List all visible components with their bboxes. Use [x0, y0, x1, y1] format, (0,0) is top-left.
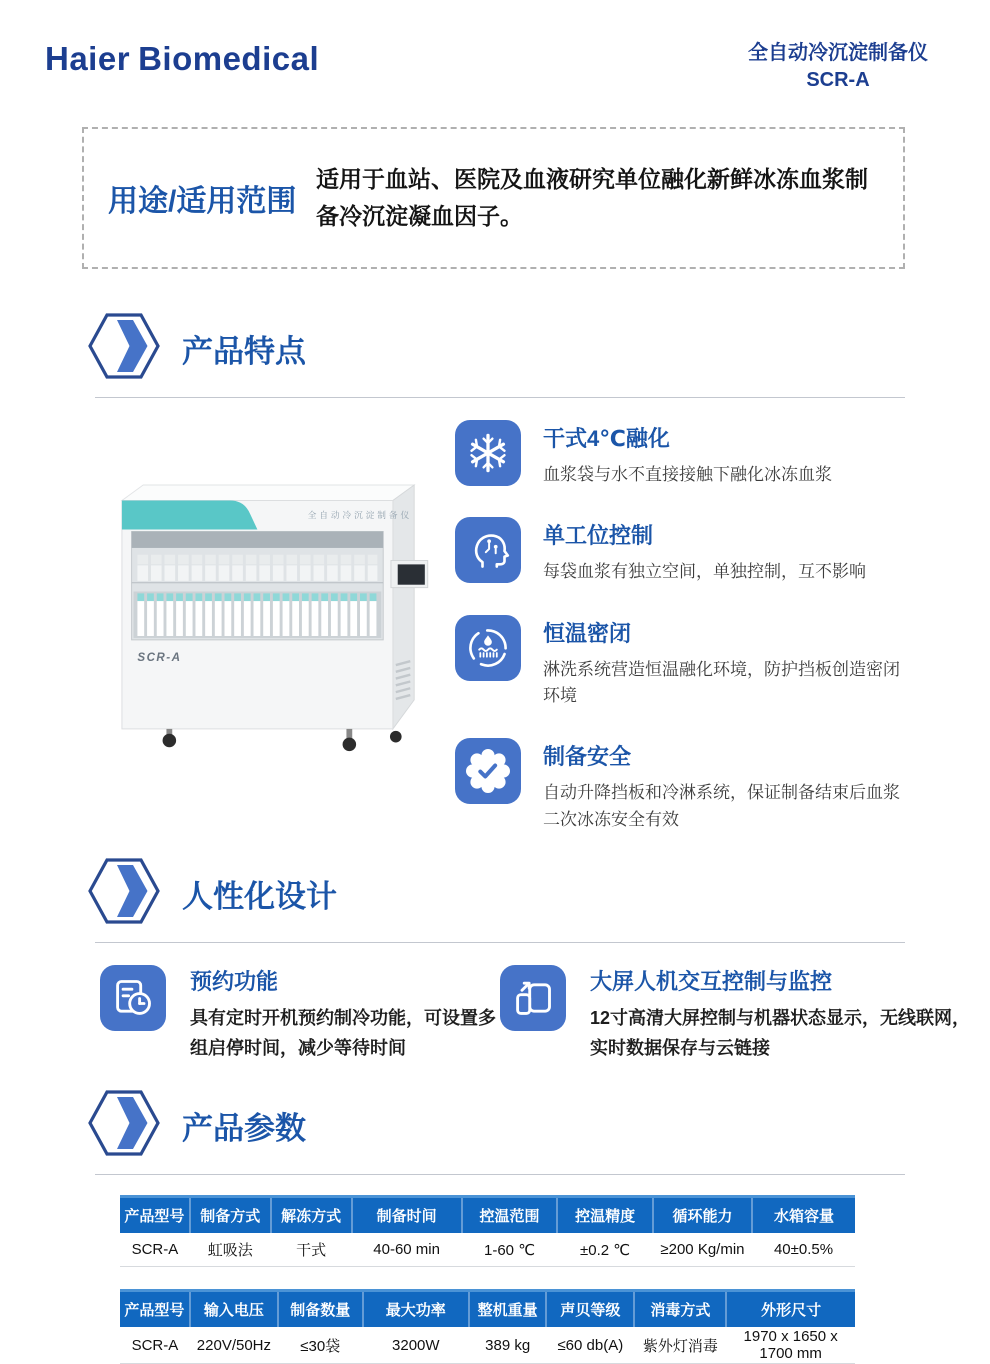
section-header-parameters	[88, 1089, 990, 1162]
col-header: 控温范围	[462, 1197, 558, 1234]
col-header: 制备数量	[278, 1291, 363, 1328]
design-title: 大屏人机交互控制与监控	[590, 969, 833, 995]
feature-item	[455, 615, 915, 710]
machine-model-label: SCR-A	[137, 651, 182, 665]
section-header-features	[88, 312, 990, 385]
header	[0, 0, 990, 94]
feature-title: 制备安全	[543, 744, 632, 770]
design-text	[590, 965, 975, 1063]
hexagon-arrow-icon	[88, 857, 160, 930]
usage-text: 适用于血站、医院及血液研究单位融化新鲜冰冻血浆制备冷沉淀凝血因子。	[316, 166, 868, 229]
col-header: 产品型号	[120, 1291, 190, 1328]
col-header: 消毒方式	[634, 1291, 726, 1328]
cell: ≤30袋	[278, 1327, 363, 1364]
product-title-line2: SCR-A	[806, 69, 870, 91]
haier-biomedical-logo	[45, 40, 319, 78]
col-header: 输入电压	[190, 1291, 278, 1328]
feature-text	[543, 420, 832, 488]
schedule-clock-icon	[100, 965, 166, 1031]
feature-title: 恒温密闭	[543, 620, 632, 646]
cell: 紫外灯消毒	[634, 1327, 726, 1364]
design-desc: 具有定时开机预约制冷功能，可设置多组启停时间，减少等待时间	[190, 1008, 496, 1058]
col-header: 整机重量	[469, 1291, 546, 1328]
cell: 干式	[271, 1233, 352, 1267]
product-title-line1: 全自动冷沉淀制备仪	[748, 42, 928, 64]
design-text	[190, 965, 500, 1063]
spec-table-1	[120, 1195, 855, 1267]
col-header: 水箱容量	[752, 1197, 855, 1234]
ai-head-icon	[455, 517, 521, 583]
cell: 220V/50Hz	[190, 1327, 278, 1364]
col-header: 循环能力	[653, 1197, 752, 1234]
col-header: 外形尺寸	[726, 1291, 855, 1328]
cell: 389 kg	[469, 1327, 546, 1364]
design-item	[500, 965, 975, 1063]
section-title: 产品参数	[182, 1111, 306, 1147]
cell: 40±0.5%	[752, 1233, 855, 1267]
feature-title: 单工位控制	[543, 523, 654, 549]
logo-haier: Haier	[45, 40, 131, 77]
cell: 40-60 min	[352, 1233, 462, 1267]
col-header: 最大功率	[363, 1291, 470, 1328]
logo-biomedical: Biomedical	[138, 40, 320, 77]
col-header: 制备方式	[190, 1197, 271, 1234]
feature-item	[455, 738, 915, 833]
product-image	[92, 416, 447, 833]
feature-item	[455, 420, 915, 488]
section-header-design	[88, 857, 990, 930]
cell: SCR-A	[120, 1233, 190, 1267]
feature-title: 干式4℃融化	[543, 426, 670, 451]
snowflake-icon	[455, 420, 521, 486]
section-divider	[95, 397, 905, 398]
cell: 虹吸法	[190, 1233, 271, 1267]
design-desc: 12寸高清大屏控制与机器状态显示，无线联网，实时数据保存与云链接	[590, 1008, 971, 1058]
feature-desc: 自动升降挡板和冷淋系统，保证制备结束后血浆二次冰冻安全有效	[543, 783, 900, 829]
design-title: 预约功能	[190, 969, 279, 995]
features-content	[0, 416, 990, 833]
spec-table-2	[120, 1289, 855, 1364]
cell: 1-60 ℃	[462, 1233, 558, 1267]
water-temperature-icon	[455, 615, 521, 681]
usage-label: 用途/适用范围	[108, 185, 297, 218]
col-header: 解冻方式	[271, 1197, 352, 1234]
feature-text	[543, 615, 915, 710]
cell: SCR-A	[120, 1327, 190, 1364]
section-title: 产品特点	[182, 334, 306, 369]
hexagon-arrow-icon	[88, 1089, 160, 1162]
section-divider	[95, 942, 905, 943]
hexagon-arrow-icon	[88, 312, 160, 385]
section-features	[0, 312, 990, 833]
table-header-row	[120, 1291, 855, 1328]
machine-top-label: 全自动冷沉淀制备仪	[307, 509, 413, 520]
design-items	[0, 965, 990, 1063]
feature-desc: 淋洗系统营造恒温融化环境，防护挡板创造密闭环境	[543, 659, 900, 706]
cell: ≤60 db(A)	[546, 1327, 634, 1364]
section-divider	[95, 1174, 905, 1175]
table-header-row	[120, 1197, 855, 1234]
col-header: 制备时间	[352, 1197, 462, 1234]
product-title	[748, 40, 928, 94]
feature-text	[543, 738, 915, 833]
cell: ≥200 Kg/min	[653, 1233, 752, 1267]
feature-item	[455, 517, 915, 585]
devices-sync-icon	[500, 965, 566, 1031]
feature-text	[543, 517, 866, 585]
cell: 1970 x 1650 x 1700 mm	[726, 1327, 855, 1364]
table-row	[120, 1233, 855, 1267]
table-row	[120, 1327, 855, 1364]
cell: 3200W	[363, 1327, 470, 1364]
section-title: 人性化设计	[182, 879, 337, 915]
col-header: 声贝等级	[546, 1291, 634, 1328]
feature-desc: 每袋血浆有独立空间，单独控制，互不影响	[543, 562, 866, 582]
section-design	[0, 857, 990, 1063]
col-header: 产品型号	[120, 1197, 190, 1234]
feature-list	[455, 416, 915, 833]
feature-desc: 血浆袋与水不直接接触下融化冰冻血浆	[543, 465, 832, 484]
design-item	[100, 965, 500, 1063]
usage-scope-box	[82, 127, 905, 269]
cell: ±0.2 ℃	[557, 1233, 653, 1267]
section-parameters	[0, 1089, 990, 1364]
col-header: 控温精度	[557, 1197, 653, 1234]
badge-check-icon	[455, 738, 521, 804]
